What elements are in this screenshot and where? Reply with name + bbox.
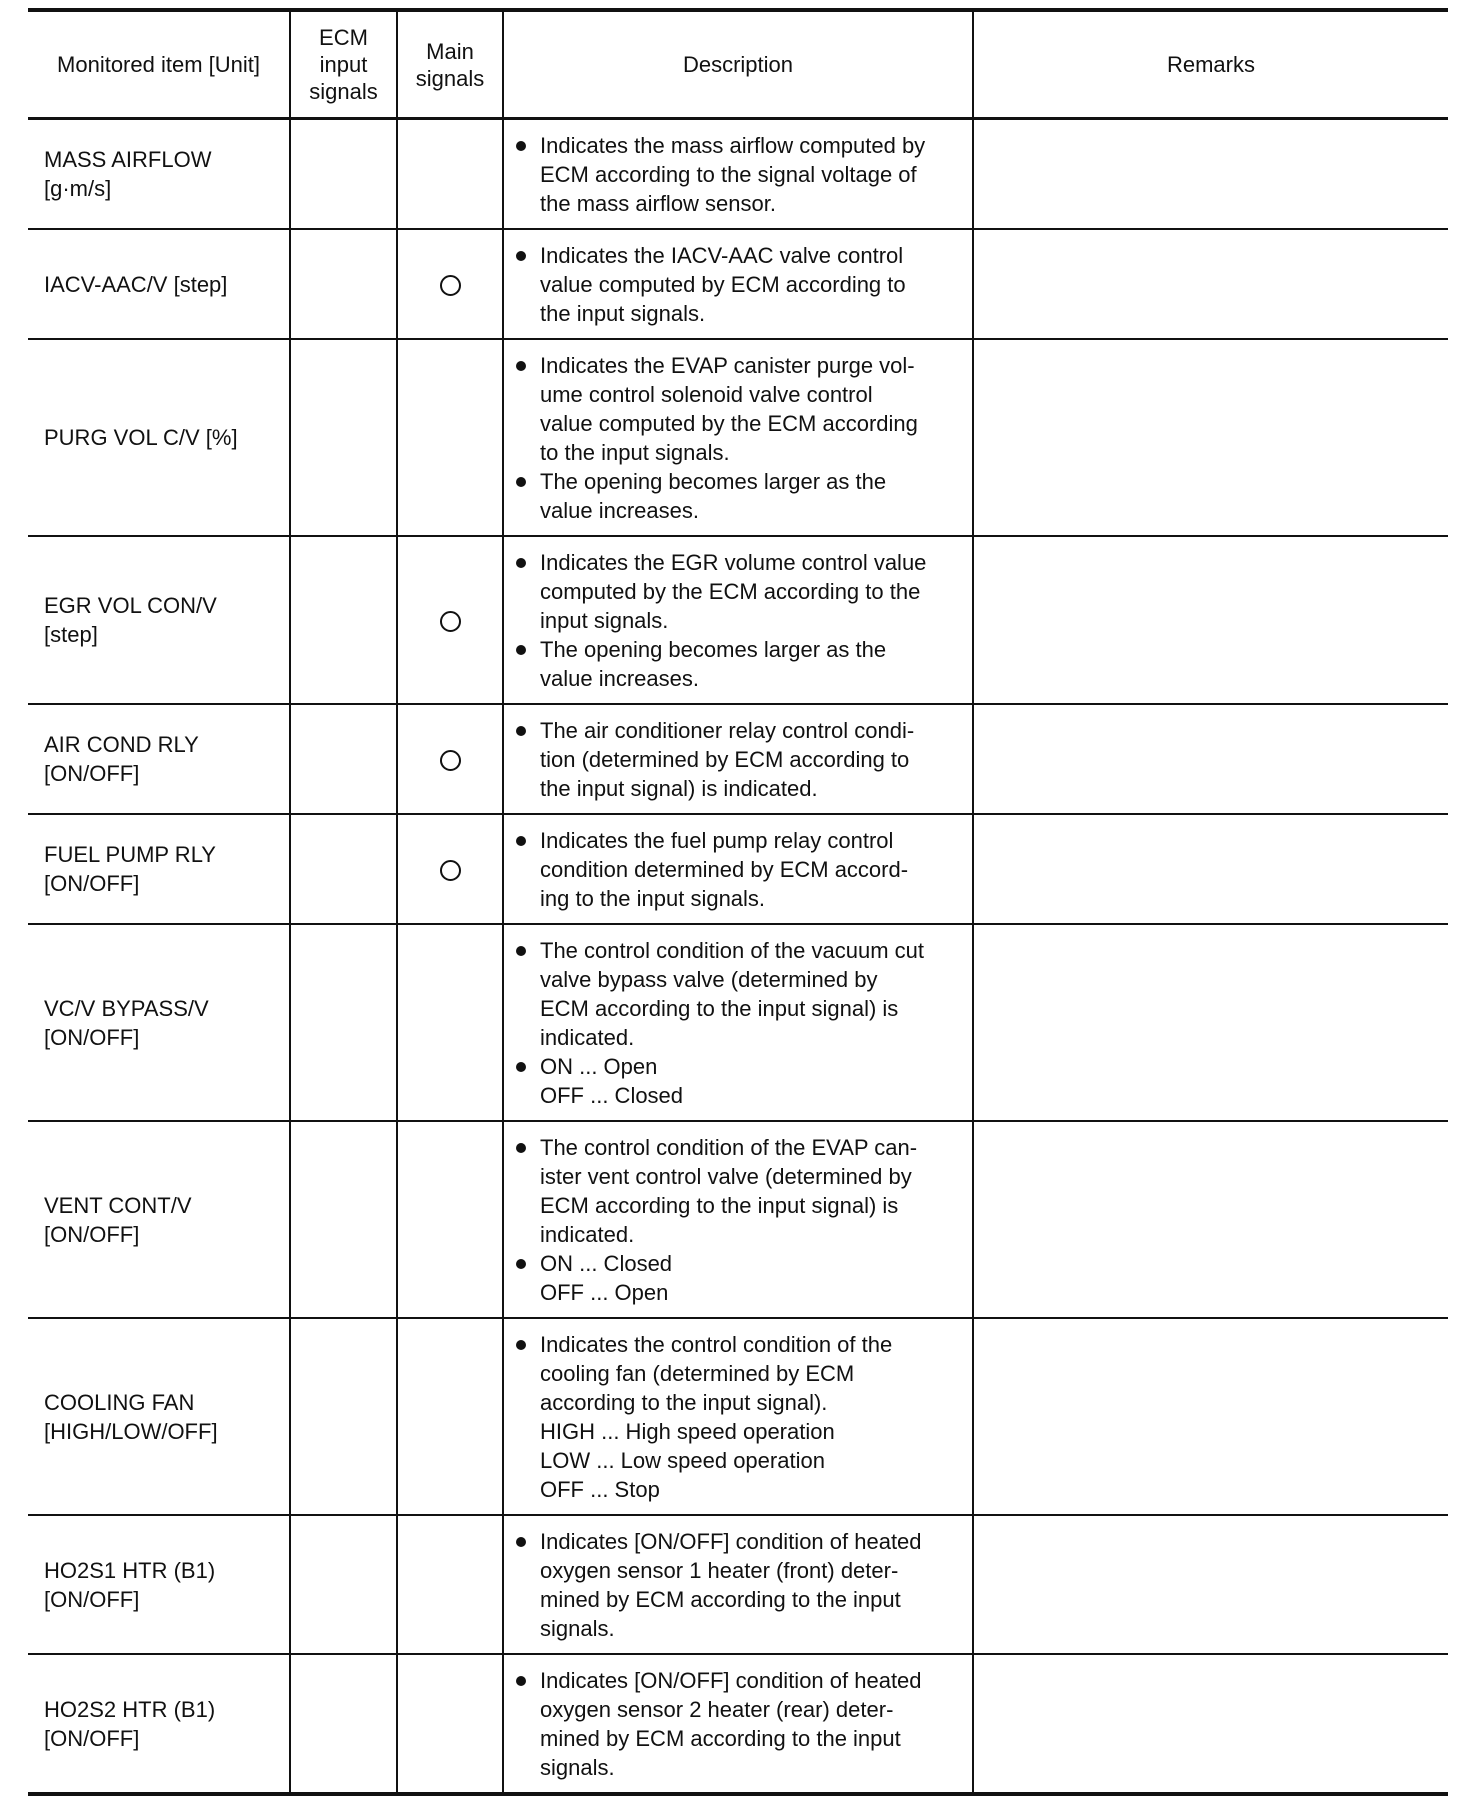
description-line: LOW ... Low speed operation (540, 1448, 825, 1473)
description-paragraph (514, 241, 964, 328)
description-cell (503, 1515, 973, 1654)
ecm-input-cell (290, 339, 397, 536)
description-line: ECM according to the input signal) is (540, 1193, 899, 1218)
bullet-icon (516, 1340, 526, 1350)
monitored-item-cell (28, 814, 290, 924)
circle-mark-icon (440, 860, 461, 881)
description-cell (503, 814, 973, 924)
description-line: OFF ... Stop (540, 1477, 660, 1502)
bullet-icon (516, 1143, 526, 1153)
monitored-item-cell (28, 1318, 290, 1515)
description-line: mined by ECM according to the input (540, 1587, 901, 1612)
monitored-item-label: [ON/OFF] (44, 1586, 140, 1612)
description-paragraph (514, 635, 964, 693)
table-row (28, 229, 1448, 339)
main-signal-cell (397, 536, 503, 704)
description-line: value computed by the ECM according (540, 411, 918, 436)
monitored-item-label: [step] (44, 622, 98, 647)
monitored-item-label: [ON/OFF] (44, 761, 140, 786)
description-line: value computed by ECM according to (540, 272, 906, 297)
bullet-icon (516, 558, 526, 568)
description-line: ECM according to the input signal) is (540, 996, 899, 1021)
description-cell (503, 119, 973, 230)
header-main-line: signals (415, 65, 485, 91)
monitored-item-label: [g·m/s] (44, 176, 112, 201)
ecm-input-cell (290, 704, 397, 814)
description-paragraph (514, 1249, 964, 1307)
table-row (28, 536, 1448, 704)
description-line: The control condition of the EVAP can- (540, 1135, 918, 1160)
main-signal-cell (397, 1318, 503, 1515)
description-cell (503, 1318, 973, 1515)
description-line: Indicates the fuel pump relay control (540, 828, 894, 853)
monitored-item-label: HO2S2 HTR (B1) (44, 1696, 216, 1722)
monitored-item-cell (28, 1121, 290, 1318)
remarks-cell (973, 704, 1448, 814)
description-line: ing to the input signals. (540, 886, 766, 911)
description-line: input signals. (540, 608, 669, 633)
description-paragraph (514, 826, 964, 913)
monitored-item-label: [ON/OFF] (44, 1221, 140, 1247)
bullet-icon (516, 477, 526, 487)
description-line: oxygen sensor 1 heater (front) deter- (540, 1558, 899, 1583)
bullet-icon (516, 645, 526, 655)
remarks-cell (973, 924, 1448, 1121)
description-paragraph (514, 716, 964, 803)
monitored-item-cell (28, 924, 290, 1121)
description-line: Indicates the EVAP canister purge vol- (540, 353, 915, 378)
bullet-icon (516, 1676, 526, 1686)
description-line: oxygen sensor 2 heater (rear) deter- (540, 1697, 894, 1722)
monitored-item-label: IACV-AAC/V [step] (44, 271, 228, 297)
header-description: Description (503, 10, 973, 119)
monitored-items-table (28, 8, 1448, 1796)
description-line: ON ... Closed (540, 1251, 673, 1276)
monitored-item-cell (28, 1515, 290, 1654)
monitored-item-label: [ON/OFF] (44, 1024, 140, 1050)
description-line: The opening becomes larger as the (540, 637, 887, 662)
remarks-cell (973, 119, 1448, 230)
ecm-input-cell (290, 1515, 397, 1654)
monitored-item-cell (28, 229, 290, 339)
bullet-icon (516, 726, 526, 736)
table-row (28, 924, 1448, 1121)
description-line: Indicates [ON/OFF] condition of heated (540, 1529, 922, 1554)
bullet-icon (516, 361, 526, 371)
monitored-item-label: AIR COND RLY (44, 732, 199, 757)
ecm-input-cell (290, 536, 397, 704)
remarks-cell (973, 1318, 1448, 1515)
table-row (28, 119, 1448, 230)
circle-mark-icon (440, 750, 461, 771)
description-line: signals. (540, 1755, 615, 1780)
description-line: value increases. (540, 498, 699, 523)
monitored-item-label: EGR VOL CON/V (44, 593, 217, 618)
remarks-cell (973, 1515, 1448, 1654)
header-ecm-line: ECM (319, 25, 368, 50)
bullet-icon (516, 1537, 526, 1547)
monitored-item-cell (28, 119, 290, 230)
header-row (28, 10, 1448, 119)
ecm-input-cell (290, 924, 397, 1121)
description-line: Indicates the mass airflow computed by (540, 133, 926, 158)
table-row (28, 1121, 1448, 1318)
monitored-item-cell (28, 1654, 290, 1794)
description-paragraph (514, 467, 964, 525)
ecm-input-cell (290, 1654, 397, 1794)
description-line: Indicates the IACV-AAC valve control (540, 243, 904, 268)
ecm-input-cell (290, 119, 397, 230)
description-line: mined by ECM according to the input (540, 1726, 901, 1751)
description-paragraph (514, 936, 964, 1052)
description-line: ECM according to the signal voltage of (540, 162, 917, 187)
description-cell (503, 1654, 973, 1794)
description-paragraph (514, 1666, 964, 1782)
header-ecm-input-signals (290, 10, 397, 119)
remarks-cell (973, 536, 1448, 704)
description-paragraph (514, 1133, 964, 1249)
remarks-cell (973, 339, 1448, 536)
description-paragraph (514, 351, 964, 467)
description-line: signals. (540, 1616, 615, 1641)
main-signal-cell (397, 814, 503, 924)
table-row (28, 704, 1448, 814)
description-line: the mass airflow sensor. (540, 191, 776, 216)
monitored-item-label: VC/V BYPASS/V (44, 995, 209, 1021)
description-line: indicated. (540, 1025, 635, 1050)
description-line: valve bypass valve (determined by (540, 967, 878, 992)
monitored-item-label: HO2S1 HTR (B1) (44, 1557, 216, 1583)
main-signal-cell (397, 1515, 503, 1654)
bullet-icon (516, 251, 526, 261)
bullet-icon (516, 1062, 526, 1072)
description-line: ume control solenoid valve control (540, 382, 873, 407)
main-signal-cell (397, 924, 503, 1121)
description-cell (503, 1121, 973, 1318)
monitored-item-label: VENT CONT/V (44, 1192, 192, 1218)
bullet-icon (516, 836, 526, 846)
description-paragraph (514, 548, 964, 635)
remarks-cell (973, 814, 1448, 924)
description-line: to the input signals. (540, 440, 730, 465)
main-signal-cell (397, 229, 503, 339)
main-signal-cell (397, 339, 503, 536)
description-line: value increases. (540, 666, 699, 691)
monitored-item-label: PURG VOL C/V [%] (44, 425, 238, 450)
description-cell (503, 704, 973, 814)
header-ecm-line: input (319, 52, 368, 77)
table-row (28, 1515, 1448, 1654)
description-line: The control condition of the vacuum cut (540, 938, 924, 963)
description-paragraph (514, 131, 964, 218)
table-body (28, 119, 1448, 1795)
description-line: Indicates [ON/OFF] condition of heated (540, 1668, 922, 1693)
description-line: Indicates the EGR volume control value (540, 550, 927, 575)
remarks-cell (973, 1121, 1448, 1318)
description-line: according to the input signal). (540, 1390, 828, 1415)
remarks-cell (973, 1654, 1448, 1794)
description-line: cooling fan (determined by ECM (540, 1361, 855, 1386)
description-line: Indicates the control condition of the (540, 1332, 893, 1357)
description-paragraph (514, 1330, 964, 1504)
description-line: indicated. (540, 1222, 635, 1247)
table-row (28, 814, 1448, 924)
description-line: tion (determined by ECM according to (540, 747, 910, 772)
main-signal-cell (397, 119, 503, 230)
header-remarks: Remarks (973, 10, 1448, 119)
description-line: OFF ... Closed (540, 1083, 684, 1108)
description-paragraph (514, 1052, 964, 1110)
remarks-cell (973, 229, 1448, 339)
monitored-item-cell (28, 704, 290, 814)
main-signal-cell (397, 1121, 503, 1318)
description-line: the input signals. (540, 301, 706, 326)
description-line: OFF ... Open (540, 1280, 669, 1305)
monitored-item-label: FUEL PUMP RLY (44, 842, 216, 867)
header-ecm-line: signals (309, 79, 378, 104)
bullet-icon (516, 946, 526, 956)
description-line: ON ... Open (540, 1054, 658, 1079)
main-signal-cell (397, 1654, 503, 1794)
monitored-item-label: MASS AIRFLOW (44, 147, 212, 172)
monitored-item-label: COOLING FAN (44, 1389, 195, 1415)
ecm-input-cell (290, 229, 397, 339)
ecm-input-cell (290, 1121, 397, 1318)
bullet-icon (516, 141, 526, 151)
description-line: computed by the ECM according to the (540, 579, 921, 604)
ecm-input-cell (290, 814, 397, 924)
header-monitored-item: Monitored item [Unit] (28, 10, 290, 119)
monitored-item-label: [ON/OFF] (44, 1725, 140, 1751)
table-row (28, 339, 1448, 536)
description-cell (503, 339, 973, 536)
description-line: The air conditioner relay control condi- (540, 718, 915, 743)
bullet-icon (516, 1259, 526, 1269)
circle-mark-icon (440, 611, 461, 632)
header-main-line: Main (426, 38, 474, 64)
description-line: the input signal) is indicated. (540, 776, 818, 801)
main-signal-cell (397, 704, 503, 814)
monitored-item-label: [ON/OFF] (44, 871, 140, 896)
circle-mark-icon (440, 275, 461, 296)
description-cell (503, 924, 973, 1121)
monitored-item-cell (28, 536, 290, 704)
table-row (28, 1654, 1448, 1794)
description-paragraph (514, 1527, 964, 1643)
description-line: condition determined by ECM accord- (540, 857, 909, 882)
table-row (28, 1318, 1448, 1515)
ecm-input-cell (290, 1318, 397, 1515)
monitored-item-cell (28, 339, 290, 536)
description-cell (503, 229, 973, 339)
description-line: HIGH ... High speed operation (540, 1419, 835, 1444)
header-main-signals (397, 10, 503, 119)
description-line: The opening becomes larger as the (540, 469, 887, 494)
description-line: ister vent control valve (determined by (540, 1164, 912, 1189)
monitored-item-label: [HIGH/LOW/OFF] (44, 1418, 218, 1444)
description-cell (503, 536, 973, 704)
